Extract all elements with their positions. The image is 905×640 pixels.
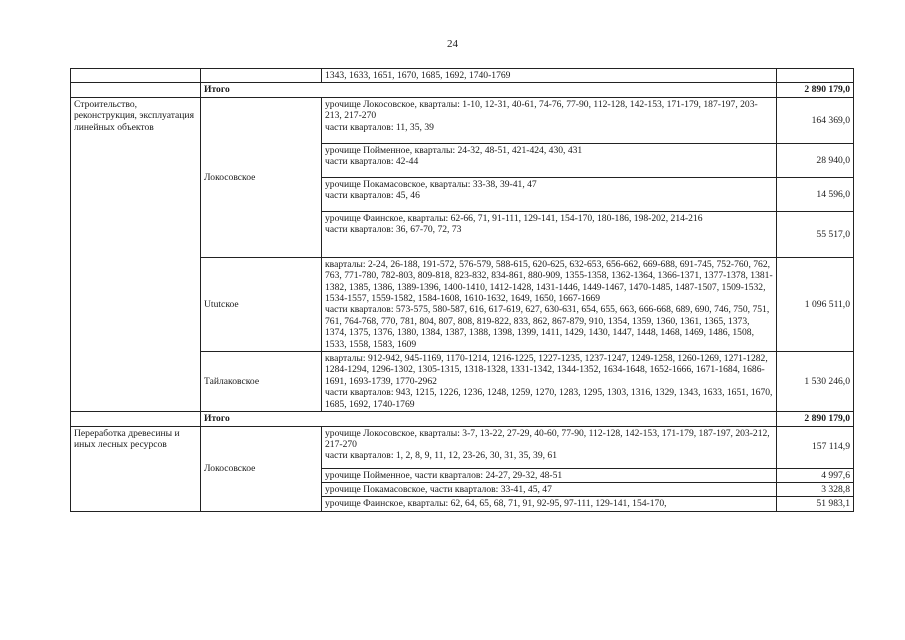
purpose-cell: Переработка древесины и иных лесных ресурсов bbox=[71, 426, 201, 511]
location-cell bbox=[322, 352, 777, 412]
forest-plan-table bbox=[70, 68, 854, 512]
total-value: 2 890 179,0 bbox=[777, 412, 854, 426]
area-value: 3 328,8 bbox=[777, 482, 854, 496]
table-row bbox=[71, 97, 854, 143]
location-cell bbox=[322, 97, 777, 143]
parts-text: части кварталов: 943, 1215, 1226, 1236, 1248, 1259, 1270, 1283, 1295, 1303, 1316, 1329, 1343, 1633, 1651, 1670, 1685, 1692, 1740-1769 bbox=[325, 387, 773, 410]
area-value: 1 530 246,0 bbox=[777, 352, 854, 412]
parts-text: части кварталов: 42-44 bbox=[325, 156, 419, 168]
continued-quarters: 1343, 1633, 1651, 1670, 1685, 1692, 1740-1769 bbox=[322, 69, 777, 83]
quarters-text: урочище Покамасовское, кварталы: 33-38, 39-41, 47 bbox=[325, 178, 537, 190]
location-cell bbox=[322, 211, 777, 257]
location-cell: урочище Фаинское, кварталы: 62, 64, 65, 68, 71, 91, 92-95, 97-111, 129-141, 154-170, bbox=[322, 497, 777, 511]
parts-text: части кварталов: 11, 35, 39 bbox=[325, 121, 434, 133]
area-value: 55 517,0 bbox=[777, 211, 854, 257]
area-value: 157 114,9 bbox=[777, 426, 854, 468]
total-label: Итого bbox=[201, 83, 777, 97]
parts-text: части кварталов: 1, 2, 8, 9, 11, 12, 23-26, 30, 31, 35, 39, 61 bbox=[325, 450, 558, 462]
forestry-name: Локосовское bbox=[201, 426, 322, 511]
parts-text: части кварталов: 45, 46 bbox=[325, 190, 420, 202]
area-value: 14 596,0 bbox=[777, 177, 854, 211]
location-cell bbox=[322, 426, 777, 468]
purpose-cell: Строительство, реконструкция, эксплуатация линейных объектов bbox=[71, 97, 201, 411]
area-value: 28 940,0 bbox=[777, 143, 854, 177]
area-value: 51 983,1 bbox=[777, 497, 854, 511]
location-cell: урочище Пойменное, части кварталов: 24-27, 29-32, 48-51 bbox=[322, 468, 777, 482]
forestry-name: Ututское bbox=[201, 257, 322, 351]
total-value: 2 890 179,0 bbox=[777, 83, 854, 97]
table-row bbox=[71, 426, 854, 468]
total-row bbox=[71, 83, 854, 97]
forestry-name: Локосовское bbox=[201, 97, 322, 257]
page-number: 24 bbox=[447, 38, 458, 50]
forestry-name: Тайлаковское bbox=[201, 352, 322, 412]
location-cell bbox=[322, 143, 777, 177]
quarters-text: кварталы: 912-942, 945-1169, 1170-1214, 1216-1225, 1227-1235, 1237-1247, 1249-1258, 1260-1269, 1271-1282, 1284-1294, 1296-1302, 1305-1315, 1318-1328, 1331-1342, 1344-1352, 1634-1648, 1652-1666, 1671-1684, 1686-1691, 1693-1739, 1770-2962 bbox=[325, 353, 768, 387]
area-value: 4 997,6 bbox=[777, 468, 854, 482]
location-cell: урочище Покамасовское, части кварталов: 33-41, 45, 47 bbox=[322, 482, 777, 496]
area-value: 1 096 511,0 bbox=[777, 257, 854, 351]
table-row bbox=[71, 69, 854, 83]
quarters-text: урочище Локосовское, кварталы: 3-7, 13-22, 27-29, 40-60, 77-90, 112-128, 142-153, 171-179, 187-197, 203-212, 217-270 bbox=[325, 427, 770, 450]
quarters-text: кварталы: 2-24, 26-188, 191-572, 576-579, 588-615, 620-625, 632-653, 656-662, 669-688, 691-745, 752-760, 762, 763, 771-780, 782-803, 809-818, 823-832, 834-861, 880-909, 1355-1358, 1362-1364, 1366-1371, 1377-1378, 1381-1382, 1385, 1386, 1389-1396, 1400-1410, 1412-1428, 1431-1446, 1449-1467, 1470-1485, 1487-1507, 1509-1532, 1534-1557, 1559-1582, 1584-1608, 1610-1632, 1649, 1650, 1667-1669 bbox=[325, 258, 773, 305]
quarters-text: урочище Пойменное, кварталы: 24-32, 48-51, 421-424, 430, 431 bbox=[325, 144, 583, 156]
parts-text: части кварталов: 36, 67-70, 72, 73 bbox=[325, 224, 462, 236]
location-cell bbox=[322, 177, 777, 211]
parts-text: части кварталов: 573-575, 580-587, 616, 617-619, 627, 630-631, 654, 655, 663, 666-668, 689, 690, 746, 750, 751, 761, 764-768, 770, 781, 804, 807, 808, 819-822, 833, 862, 867-879, 910, 1354, 1359, 1360, 1361, 1365, 1373, 1374, 1375, 1376, 1380, 1384, 1387, 1388, 1398, 1399, 1411, 1429, 1430, 1447, 1448, 1468, 1469, 1486, 1508, 1533, 1558, 1583, 1609 bbox=[325, 304, 770, 350]
quarters-text: урочище Локосовское, кварталы: 1-10, 12-31, 40-61, 74-76, 77-90, 112-128, 142-153, 171-179, 187-197, 203-213, 217-270 bbox=[325, 98, 758, 122]
total-row bbox=[71, 412, 854, 426]
location-cell bbox=[322, 257, 777, 351]
area-value: 164 369,0 bbox=[777, 97, 854, 143]
total-label: Итого bbox=[201, 412, 777, 426]
quarters-text: урочище Фаинское, кварталы: 62-66, 71, 91-111, 129-141, 154-170, 180-186, 198-202, 214-216 bbox=[325, 212, 703, 224]
